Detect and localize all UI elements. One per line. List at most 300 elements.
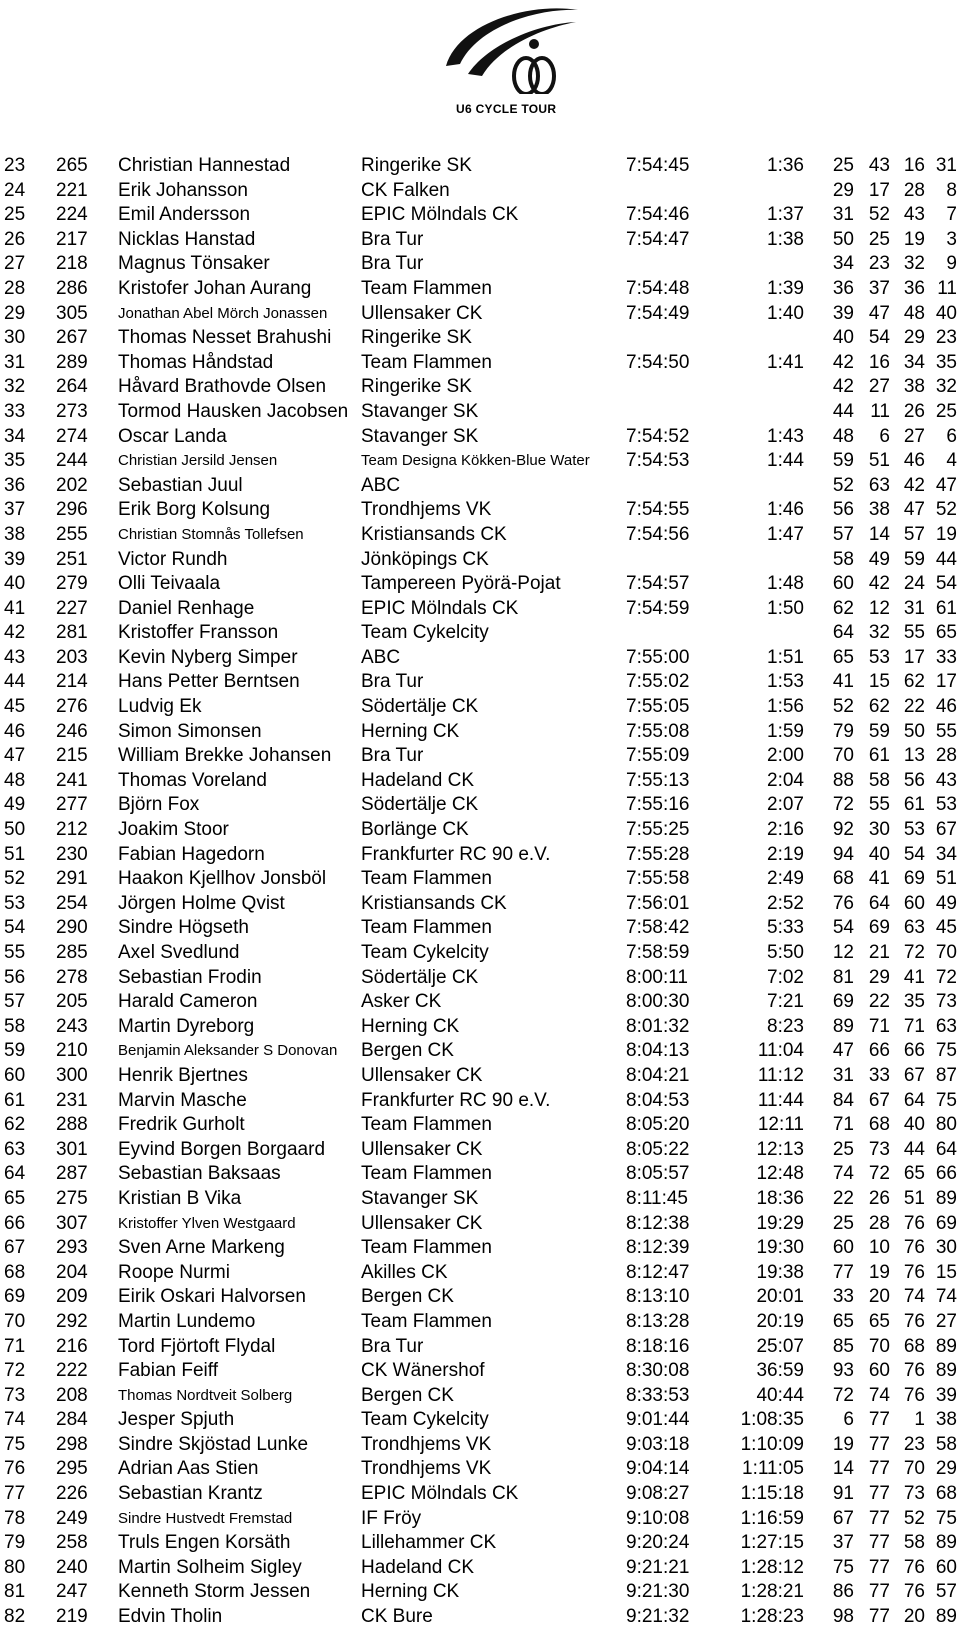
table-row	[0, 1482, 957, 1507]
score-3-cell: 46	[903, 450, 925, 472]
table-row	[0, 474, 957, 499]
finish-time-cell: 8:30:08	[626, 1360, 690, 1382]
place-cell: 24	[4, 179, 26, 201]
table-row	[0, 1408, 957, 1433]
score-3-cell: 76	[903, 1384, 925, 1406]
score-1-cell: 65	[832, 1310, 854, 1332]
table-row	[0, 597, 957, 622]
club-cell: Herning CK	[361, 1015, 460, 1037]
rider-name-cell: Kristoffer Ylven Westgaard	[118, 1214, 296, 1232]
finish-time-cell: 8:05:22	[626, 1138, 690, 1160]
rider-name-cell: Emil Andersson	[118, 204, 251, 226]
score-3-cell: 68	[903, 1335, 925, 1357]
club-cell: Team Cykelcity	[361, 622, 489, 644]
place-cell: 41	[4, 597, 26, 619]
time-gap-cell: 1:08:35	[740, 1409, 804, 1431]
score-2-cell: 77	[868, 1581, 890, 1603]
table-row	[0, 351, 957, 376]
club-cell: Ullensaker CK	[361, 302, 483, 324]
score-1-cell: 36	[832, 277, 854, 299]
time-gap-cell: 1:15:18	[740, 1483, 804, 1505]
table-row	[0, 720, 957, 745]
club-cell: Trondhjems VK	[361, 499, 492, 521]
time-gap-cell: 40:44	[756, 1384, 804, 1406]
place-cell: 48	[4, 769, 26, 791]
score-4-cell: 46	[935, 696, 957, 718]
score-2-cell: 77	[868, 1556, 890, 1578]
table-row	[0, 425, 957, 450]
table-row	[0, 695, 957, 720]
club-cell: Akilles CK	[361, 1261, 448, 1283]
time-gap-cell: 1:28:23	[740, 1606, 804, 1628]
score-2-cell: 19	[868, 1261, 890, 1283]
time-gap-cell: 1:40	[767, 302, 804, 324]
score-1-cell: 93	[832, 1360, 854, 1382]
bib-cell: 298	[56, 1433, 88, 1455]
place-cell: 74	[4, 1409, 26, 1431]
place-cell: 45	[4, 696, 26, 718]
score-3-cell: 62	[903, 671, 925, 693]
time-gap-cell	[714, 548, 804, 573]
rider-name-cell: Olli Teivaala	[118, 573, 221, 595]
score-4-cell: 9	[946, 253, 957, 275]
table-row	[0, 1089, 957, 1114]
table-row	[0, 941, 957, 966]
score-3-cell: 36	[903, 277, 925, 299]
finish-time-cell: 7:54:48	[626, 277, 690, 299]
bib-cell: 305	[56, 302, 88, 324]
score-2-cell: 53	[868, 646, 890, 668]
score-2-cell: 33	[868, 1064, 890, 1086]
score-2-cell: 32	[868, 622, 890, 644]
score-3-cell: 13	[903, 745, 925, 767]
table-row	[0, 769, 957, 794]
time-gap-cell: 1:37	[767, 204, 804, 226]
score-1-cell: 70	[832, 745, 854, 767]
score-3-cell: 65	[903, 1163, 925, 1185]
finish-time-cell: 8:18:16	[626, 1335, 690, 1357]
bib-cell: 212	[56, 819, 88, 841]
time-gap-cell: 1:51	[767, 646, 804, 668]
time-gap-cell	[714, 474, 804, 499]
score-4-cell: 51	[935, 868, 957, 890]
score-1-cell: 77	[832, 1261, 854, 1283]
score-3-cell: 1	[914, 1409, 925, 1431]
score-4-cell: 3	[946, 228, 957, 250]
table-row	[0, 818, 957, 843]
place-cell: 79	[4, 1532, 26, 1554]
score-2-cell: 26	[868, 1187, 890, 1209]
place-cell: 46	[4, 720, 26, 742]
bib-cell: 231	[56, 1089, 88, 1111]
score-3-cell: 72	[903, 942, 925, 963]
score-4-cell: 65	[935, 622, 957, 644]
score-1-cell: 47	[832, 1040, 854, 1062]
score-4-cell: 8	[946, 179, 957, 201]
table-row	[0, 990, 957, 1015]
score-3-cell: 26	[903, 400, 925, 422]
finish-time-cell: 7:58:59	[626, 942, 690, 963]
score-1-cell: 56	[832, 499, 854, 521]
time-gap-cell: 1:44	[767, 450, 804, 472]
score-3-cell: 17	[903, 646, 925, 668]
finish-time-cell: 7:56:01	[626, 892, 690, 914]
bib-cell: 210	[56, 1040, 88, 1062]
score-1-cell: 58	[832, 548, 854, 570]
time-gap-cell: 19:38	[756, 1261, 804, 1283]
table-row	[0, 1359, 957, 1384]
time-gap-cell: 12:11	[757, 1114, 804, 1136]
score-3-cell: 16	[903, 155, 925, 176]
table-row	[0, 1310, 957, 1335]
bib-cell: 296	[56, 499, 88, 521]
place-cell: 39	[4, 548, 26, 570]
time-gap-cell	[714, 400, 804, 425]
place-cell: 47	[4, 745, 26, 767]
score-3-cell: 61	[903, 794, 925, 816]
finish-time-cell: 8:04:53	[626, 1089, 690, 1111]
score-2-cell: 60	[868, 1360, 890, 1382]
score-1-cell: 40	[832, 327, 854, 349]
time-gap-cell: 2:07	[767, 794, 804, 816]
score-3-cell: 52	[903, 1507, 925, 1529]
time-gap-cell: 1:41	[767, 351, 804, 373]
score-2-cell: 43	[868, 155, 890, 176]
score-1-cell: 31	[832, 204, 854, 226]
club-cell: Stavanger SK	[361, 425, 479, 447]
score-2-cell: 41	[868, 868, 890, 890]
bib-cell: 203	[56, 646, 88, 668]
score-4-cell: 44	[935, 548, 957, 570]
logo-text: U6 CYCLE TOUR	[456, 102, 557, 116]
time-gap-cell: 1:39	[767, 277, 804, 299]
score-4-cell: 38	[935, 1409, 957, 1431]
club-cell: Lillehammer CK	[361, 1532, 497, 1554]
finish-time-cell	[626, 326, 714, 351]
rider-name-cell: Håvard Brathovde Olsen	[118, 376, 327, 398]
results-body	[0, 154, 957, 1630]
score-1-cell: 12	[832, 942, 854, 963]
score-3-cell: 60	[903, 892, 925, 914]
finish-time-cell: 9:21:21	[626, 1556, 690, 1578]
finish-time-cell: 7:54:50	[626, 351, 690, 373]
score-2-cell: 77	[868, 1483, 890, 1505]
club-cell: Team Flammen	[361, 1163, 492, 1185]
score-4-cell: 75	[935, 1040, 957, 1062]
rider-name-cell: Henrik Bjertnes	[118, 1064, 248, 1086]
rider-name-cell: Tormod Hausken Jacobsen	[118, 400, 349, 422]
score-1-cell: 81	[832, 966, 854, 988]
score-2-cell: 40	[868, 843, 890, 865]
bib-cell: 215	[56, 745, 88, 767]
table-row	[0, 302, 957, 327]
bib-cell: 241	[56, 769, 88, 791]
score-4-cell: 63	[935, 1015, 957, 1037]
time-gap-cell: 2:19	[767, 843, 804, 865]
bib-cell: 284	[56, 1409, 88, 1431]
table-row	[0, 1507, 957, 1532]
score-1-cell: 72	[832, 794, 854, 816]
score-4-cell: 34	[935, 843, 957, 865]
score-1-cell: 57	[832, 523, 854, 545]
score-3-cell: 24	[903, 573, 925, 595]
score-1-cell: 42	[832, 351, 854, 373]
bib-cell: 287	[56, 1163, 88, 1185]
score-1-cell: 42	[832, 376, 854, 398]
score-2-cell: 77	[868, 1409, 890, 1431]
time-gap-cell: 36:59	[756, 1360, 804, 1382]
bib-cell: 249	[56, 1507, 88, 1529]
score-1-cell: 41	[832, 671, 854, 693]
score-4-cell: 89	[935, 1360, 957, 1382]
score-4-cell: 72	[935, 966, 957, 988]
club-cell: CK Bure	[361, 1606, 433, 1628]
bib-cell: 273	[56, 400, 88, 422]
finish-time-cell: 7:54:52	[626, 425, 690, 447]
club-cell: CK Wänershof	[361, 1360, 485, 1382]
table-row	[0, 203, 957, 228]
finish-time-cell: 9:04:14	[626, 1458, 690, 1480]
place-cell: 77	[4, 1483, 26, 1505]
score-4-cell: 7	[946, 204, 957, 226]
rider-name-cell: Edvin Tholin	[118, 1606, 223, 1628]
club-cell: Bergen CK	[361, 1384, 454, 1406]
place-cell: 50	[4, 819, 26, 841]
club-cell: Team Flammen	[361, 1237, 492, 1259]
score-4-cell: 89	[935, 1606, 957, 1628]
finish-time-cell: 9:10:08	[626, 1507, 690, 1529]
score-3-cell: 57	[903, 523, 925, 545]
finish-time-cell: 7:54:59	[626, 597, 690, 619]
score-2-cell: 15	[868, 671, 890, 693]
score-3-cell: 67	[903, 1064, 925, 1086]
rider-name-cell: Sindre Högseth	[118, 917, 249, 939]
time-gap-cell: 1:43	[767, 425, 804, 447]
score-2-cell: 72	[868, 1163, 890, 1185]
table-row	[0, 867, 957, 892]
score-3-cell: 69	[903, 868, 925, 890]
finish-time-cell	[626, 400, 714, 425]
place-cell: 55	[4, 942, 26, 963]
time-gap-cell: 5:33	[767, 917, 804, 939]
score-1-cell: 22	[832, 1187, 854, 1209]
score-2-cell: 68	[868, 1114, 890, 1136]
club-cell: Bra Tur	[361, 253, 424, 275]
rider-name-cell: Kevin Nyberg Simper	[118, 646, 298, 668]
score-2-cell: 20	[868, 1286, 890, 1308]
bib-cell: 300	[56, 1064, 88, 1086]
score-1-cell: 69	[832, 991, 854, 1013]
score-4-cell: 35	[935, 351, 957, 373]
table-row	[0, 449, 957, 474]
bib-cell: 218	[56, 253, 88, 275]
rider-name-cell: Kristian B Vika	[118, 1187, 242, 1209]
club-cell: Borlänge CK	[361, 819, 469, 841]
place-cell: 80	[4, 1556, 26, 1578]
time-gap-cell: 7:21	[767, 991, 804, 1013]
score-1-cell: 50	[832, 228, 854, 250]
rider-name-cell: Björn Fox	[118, 794, 200, 816]
score-2-cell: 52	[868, 204, 890, 226]
score-4-cell: 58	[935, 1433, 957, 1455]
score-4-cell: 33	[935, 646, 957, 668]
rider-name-cell: Sven Arne Markeng	[118, 1237, 285, 1259]
club-cell: Stavanger SK	[361, 1187, 479, 1209]
score-1-cell: 59	[832, 450, 854, 472]
rider-name-cell: Magnus Tönsaker	[118, 253, 270, 275]
table-row	[0, 326, 957, 351]
table-row	[0, 1457, 957, 1482]
score-3-cell: 31	[903, 597, 925, 619]
score-4-cell: 74	[935, 1286, 957, 1308]
score-1-cell: 37	[832, 1532, 854, 1554]
score-1-cell: 79	[832, 720, 854, 742]
score-3-cell: 40	[903, 1114, 925, 1136]
rider-name-cell: Roope Nurmi	[118, 1261, 230, 1283]
time-gap-cell: 5:50	[767, 942, 804, 963]
score-3-cell: 48	[903, 302, 925, 324]
score-4-cell: 47	[935, 474, 957, 496]
score-3-cell: 76	[903, 1237, 925, 1259]
bib-cell: 255	[56, 523, 88, 545]
score-4-cell: 39	[935, 1384, 957, 1406]
place-cell: 56	[4, 966, 26, 988]
rider-name-cell: Jesper Spjuth	[118, 1409, 235, 1431]
score-3-cell: 54	[903, 843, 925, 865]
club-cell: Team Cykelcity	[361, 1409, 489, 1431]
score-1-cell: 6	[843, 1409, 854, 1431]
club-cell: Team Cykelcity	[361, 942, 489, 963]
score-4-cell: 49	[935, 892, 957, 914]
place-cell: 26	[4, 228, 26, 250]
score-3-cell: 42	[903, 474, 925, 496]
club-cell: Team Flammen	[361, 351, 492, 373]
score-3-cell: 44	[903, 1138, 925, 1160]
place-cell: 60	[4, 1064, 26, 1086]
finish-time-cell: 8:12:47	[626, 1261, 690, 1283]
table-row	[0, 1580, 957, 1605]
bib-cell: 205	[56, 991, 88, 1013]
rider-name-cell: Christian Jersild Jensen	[118, 452, 278, 470]
score-4-cell: 69	[935, 1212, 957, 1234]
finish-time-cell	[626, 621, 714, 646]
score-1-cell: 54	[832, 917, 854, 939]
bib-cell: 291	[56, 868, 88, 890]
score-2-cell: 10	[868, 1237, 890, 1259]
score-4-cell: 43	[935, 769, 957, 791]
bib-cell: 254	[56, 892, 88, 914]
score-2-cell: 37	[868, 277, 890, 299]
rider-name-cell: Martin Solheim Sigley	[118, 1556, 302, 1578]
score-1-cell: 25	[832, 1138, 854, 1160]
finish-time-cell: 8:05:20	[626, 1114, 690, 1136]
bib-cell: 230	[56, 843, 88, 865]
table-row	[0, 1605, 957, 1630]
time-gap-cell: 1:50	[767, 597, 804, 619]
table-row	[0, 916, 957, 941]
table-row	[0, 154, 957, 179]
finish-time-cell	[626, 179, 714, 204]
finish-time-cell: 8:11:45	[626, 1187, 688, 1209]
rider-name-cell: Simon Simonsen	[118, 720, 262, 742]
rider-name-cell: Martin Dyreborg	[118, 1015, 255, 1037]
bib-cell: 276	[56, 696, 88, 718]
table-row	[0, 252, 957, 277]
finish-time-cell: 7:55:16	[626, 794, 690, 816]
table-row	[0, 1433, 957, 1458]
place-cell: 65	[4, 1187, 26, 1209]
time-gap-cell: 1:10:09	[740, 1433, 804, 1455]
finish-time-cell: 7:54:57	[626, 573, 690, 595]
bib-cell: 292	[56, 1310, 88, 1332]
time-gap-cell: 11:04	[757, 1040, 804, 1062]
club-cell: Ullensaker CK	[361, 1064, 483, 1086]
place-cell: 66	[4, 1212, 26, 1234]
time-gap-cell: 1:16:59	[740, 1507, 804, 1529]
score-2-cell: 59	[868, 720, 890, 742]
bib-cell: 251	[56, 548, 88, 570]
score-2-cell: 69	[868, 917, 890, 939]
table-row	[0, 892, 957, 917]
place-cell: 58	[4, 1015, 26, 1037]
rider-name-cell: Harald Cameron	[118, 991, 258, 1013]
score-4-cell: 68	[935, 1483, 957, 1505]
club-cell: Ullensaker CK	[361, 1138, 483, 1160]
place-cell: 23	[4, 155, 26, 176]
score-1-cell: 33	[832, 1286, 854, 1308]
club-cell: Södertälje CK	[361, 794, 479, 816]
score-2-cell: 77	[868, 1458, 890, 1480]
score-1-cell: 62	[832, 597, 854, 619]
table-row	[0, 966, 957, 991]
club-cell: EPIC Mölndals CK	[361, 597, 519, 619]
rider-name-cell: Christian Stomnås Tollefsen	[118, 525, 304, 543]
rider-name-cell: Thomas Voreland	[118, 769, 267, 791]
finish-time-cell: 8:13:10	[626, 1286, 690, 1308]
score-2-cell: 70	[868, 1335, 890, 1357]
score-4-cell: 27	[935, 1310, 957, 1332]
time-gap-cell	[714, 179, 804, 204]
place-cell: 69	[4, 1286, 26, 1308]
rider-name-cell: Sindre Skjöstad Lunke	[118, 1433, 309, 1455]
rider-name-cell: Sebastian Frodin	[118, 966, 262, 988]
place-cell: 25	[4, 204, 26, 226]
table-row	[0, 1113, 957, 1138]
club-cell: Ullensaker CK	[361, 1212, 483, 1234]
finish-time-cell	[626, 548, 714, 573]
score-3-cell: 76	[903, 1556, 925, 1578]
score-3-cell: 63	[903, 917, 925, 939]
time-gap-cell: 1:38	[767, 228, 804, 250]
club-cell: Kristiansands CK	[361, 892, 507, 914]
score-2-cell: 16	[868, 351, 890, 373]
score-4-cell: 19	[935, 523, 957, 545]
bib-cell: 290	[56, 917, 88, 939]
time-gap-cell: 1:11:05	[742, 1458, 804, 1480]
finish-time-cell: 7:55:28	[626, 843, 690, 865]
table-row	[0, 744, 957, 769]
finish-time-cell: 9:08:27	[626, 1483, 690, 1505]
score-3-cell: 73	[903, 1483, 925, 1505]
score-4-cell: 61	[935, 597, 957, 619]
rider-name-cell: Truls Engen Korsäth	[118, 1532, 291, 1554]
rider-name-cell: Marvin Masche	[118, 1089, 247, 1111]
bib-cell: 281	[56, 622, 88, 644]
score-3-cell: 56	[903, 769, 925, 791]
table-row	[0, 1531, 957, 1556]
club-cell: Team Flammen	[361, 277, 492, 299]
place-cell: 29	[4, 302, 26, 324]
